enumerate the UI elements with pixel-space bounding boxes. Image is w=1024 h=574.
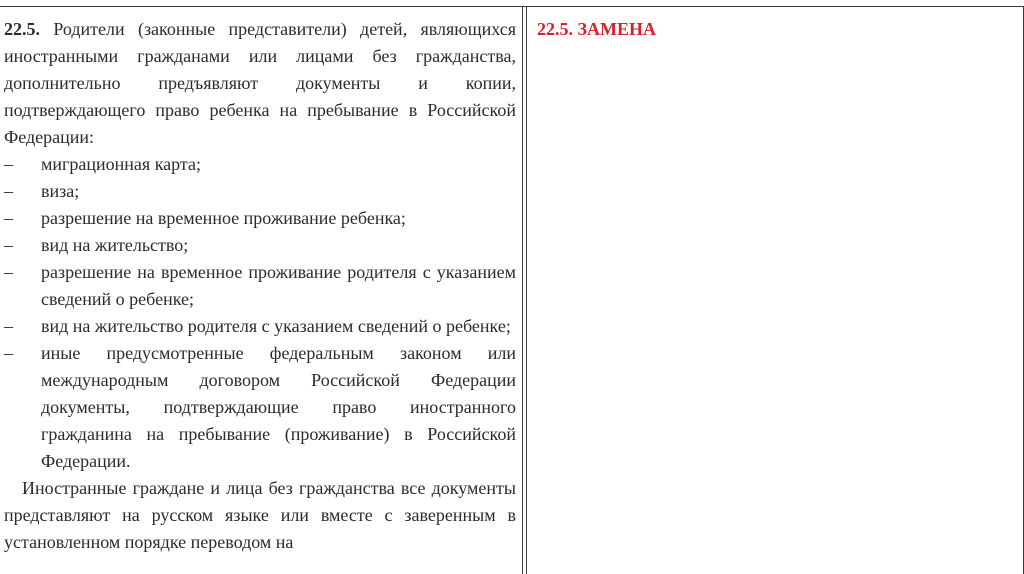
intro-paragraph [4,16,516,151]
dash-marker: – [4,181,13,201]
left-column-text [4,16,516,556]
dash-marker: – [4,343,13,363]
closing-paragraph: Иностранные граждане и лица без гражданства все документы представляют на русском языке или вместе с заверенным в установленном порядке переводом на [4,478,516,552]
comparison-table [0,6,1024,574]
list-item-text: разрешение на временное проживание ребенка; [41,208,406,228]
right-column [527,6,1024,574]
list-item-text: вид на жительство; [41,235,189,255]
list-item [4,178,516,205]
list-item-text: иные предусмотренные федеральным законом или международным договором Российской Федерации документы, подтверждающие право иностранного гражданина на пребывание (проживание) в Российской Федерации. [41,343,516,471]
list-item-text: виза; [41,181,80,201]
list-item [4,205,516,232]
list-item [4,232,516,259]
clause-number: 22.5. [4,19,40,39]
list-item [4,151,516,178]
list-item [4,340,516,475]
list-item [4,259,516,313]
dash-marker: – [4,316,13,336]
left-column [0,6,527,574]
document-list [4,151,516,475]
list-item [4,313,516,340]
dash-marker: – [4,154,13,174]
dash-marker: – [4,235,13,255]
intro-text: Родители (законные представители) детей, являющихся иностранными гражданами или лицами без гражданства, дополнительно предъявляют документы и копии, подтверждающего право ребенка на пребывание в Российской Федерации: [4,19,517,147]
list-item-text: вид на жительство родителя с указанием сведений о ребенке; [41,316,511,336]
replacement-heading: 22.5. ЗАМЕНА [537,19,656,39]
list-item-text: разрешение на временное проживание родителя с указанием сведений о ребенке; [41,262,516,309]
dash-marker: – [4,262,13,282]
list-item-text: миграционная карта; [41,154,201,174]
dash-marker: – [4,208,13,228]
